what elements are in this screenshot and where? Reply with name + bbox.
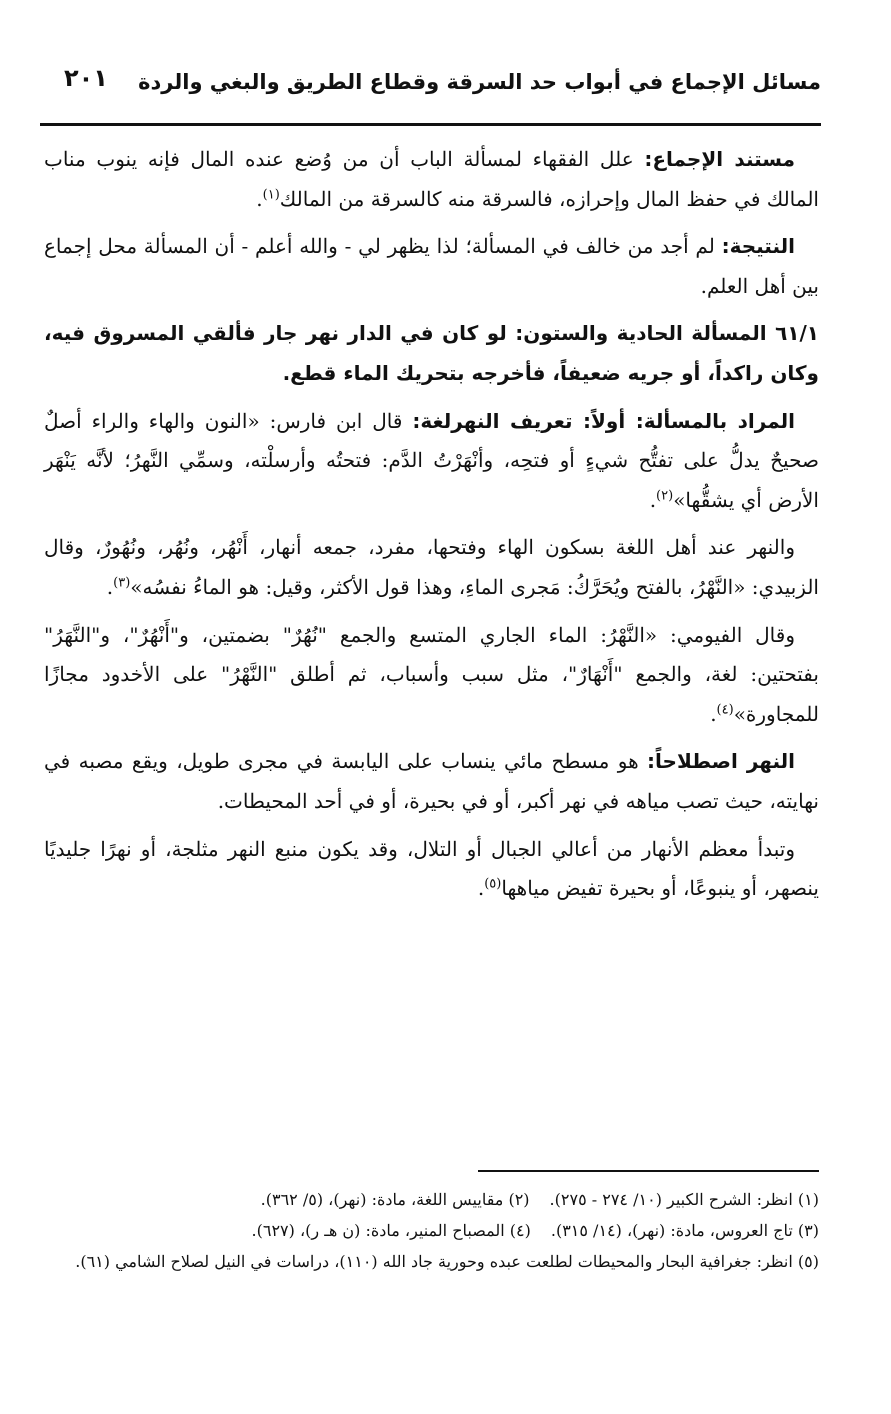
footnote-ref: (١) — [262, 186, 280, 202]
paragraph-end: . — [649, 487, 657, 512]
footnote-rule — [478, 1170, 819, 1172]
footnote-ref: (٤) — [716, 702, 734, 718]
footnote-line — [44, 1246, 819, 1277]
running-title: مسائل الإجماع في أبواب حد السرقة وقطاع الطريق والبغي والردة — [138, 70, 821, 94]
paragraph-technical-definition — [44, 742, 819, 821]
paragraph-end: . — [256, 186, 263, 211]
paragraph-text: لم أجد من خالف في المسألة؛ لذا يظهر لي - والله أعلم - أن المسألة محل إجماع بين أهل العلم. — [44, 234, 819, 298]
paragraph-text: وقال الفيومي: «النَّهْرُ: الماء الجاري المتسع والجمع "نُهُرٌ" بضمتين، و"أَنْهُرٌ"، و"النَّهَرُ" بفتحتين: لغة، والجمع "أَنْهَارٌ"، مثل سبب وأسباب، ثم أطلق "النَّهْرُ" على الأخدود مجازًا للمجاورة» — [44, 622, 819, 726]
footnote-line — [44, 1184, 819, 1215]
paragraph-text: قال ابن فارس: «النون والهاء والراء أصلٌ صحيحٌ يدلُّ على تفتُّح شيءٍ أو فتحِه، وأنْهَرْتُ الدَّم: فتحتُه وأرسلْته، وسمِّي النَّهرُ؛ لأنَّه يَنْهَر الأرض أي يشقُّها» — [44, 408, 819, 512]
paragraph-end: . — [106, 574, 114, 599]
paragraph-text: والنهر عند أهل اللغة بسكون الهاء وفتحها، مفرد، جمعه أنهار، أَنْهُر، ونُهُر، ونُهُورٌ، وقال الزبيدي: «النَّهْرُ، بالفتح ويُحَرَّكُ: مَجرى الماءِ، وهذا قول الأكثر، وقيل: هو الماءُ نفسُه» — [44, 535, 819, 599]
paragraph-river-sources — [44, 830, 819, 909]
paragraph-fayyumi — [44, 616, 819, 735]
paragraph-linguistic — [44, 528, 819, 607]
paragraph-lead: النتيجة: — [721, 234, 795, 259]
paragraph-text: علل الفقهاء لمسألة الباب أن من وُضع عنده المال فإنه ينوب مناب المالك في حفظ المال وإحرازه، فالسرقة منه كالسرقة من المالك — [44, 147, 819, 211]
paragraph-end: . — [477, 876, 485, 901]
footnote-ref: (٣) — [113, 575, 131, 591]
paragraph-result — [44, 227, 819, 306]
footnote-1: (١) انظر: الشرح الكبير (١٠/ ٢٧٤ - ٢٧٥). — [549, 1190, 819, 1209]
paragraph-text: وتبدأ معظم الأنهار من أعالي الجبال أو التلال، وقد يكون منبع النهر مثلجة، أو نهرًا جليديًا ينصهر، أو ينبوعًا، أو بحيرة تفيض مياهها — [44, 836, 819, 901]
footnote-line — [44, 1215, 819, 1246]
header-rule — [40, 123, 821, 126]
paragraph-lead: المراد بالمسألة: أولاً: تعريف النهرلغة: — [412, 408, 795, 433]
page-header — [40, 58, 821, 118]
paragraph-text: هو مسطح مائي ينساب على اليابسة في مجرى طويل، ويقع مصبه في نهايته، حيث تصب مياهه في نهر أكبر، أو في بحيرة، أو في أحد المحيطات. — [44, 749, 819, 813]
footnote-2: (٢) مقاييس اللغة، مادة: (نهر)، (٥/ ٣٦٢). — [260, 1190, 530, 1209]
footnote-ref: (٥) — [484, 876, 502, 892]
footnote-ref: (٢) — [656, 488, 674, 504]
footnote-3: (٣) تاج العروس، مادة: (نهر)، (١٤/ ٣١٥). — [550, 1221, 819, 1240]
issue-heading: ٦١/١ المسألة الحادية والستون: لو كان في الدار نهر جار فألقي المسروق فيه، وكان راكداً، أو جريه ضعيفاً، فأخرجه بتحريك الماء قطع. — [44, 321, 819, 385]
footnote-5: (٥) انظر: جغرافية البحار والمحيطات لطلعت عبده وحورية جاد الله (١١٠)، دراسات في النيل لصلاح الشامي (٦١). — [75, 1252, 819, 1271]
paragraph-meaning — [44, 402, 819, 521]
main-text — [44, 140, 819, 917]
page-number: ٢٠١ — [64, 64, 108, 92]
paragraph-end: . — [710, 701, 717, 726]
footnotes — [44, 1184, 819, 1277]
footnote-4: (٤) المصباح المنير، مادة: (ن هـ ر)، (٦٢٧). — [251, 1221, 531, 1240]
paragraph-lead: النهر اصطلاحاً: — [647, 749, 795, 774]
paragraph-lead: مستند الإجماع: — [644, 147, 796, 171]
paragraph-consensus-basis — [44, 140, 819, 219]
